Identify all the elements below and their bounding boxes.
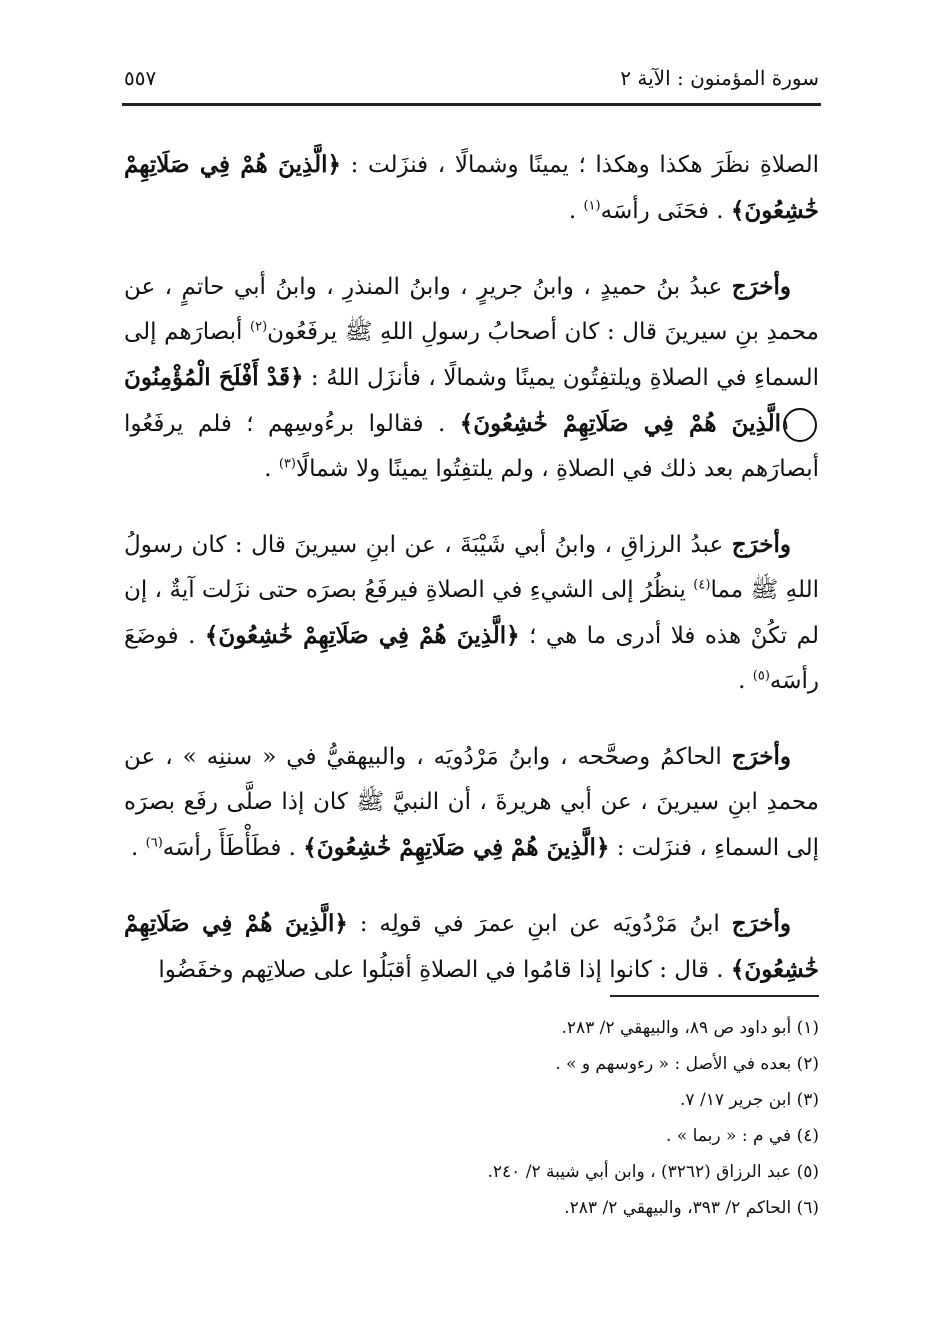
body-text-run: .	[131, 835, 146, 861]
footnote-marker: (١)	[583, 198, 601, 214]
paragraph	[124, 142, 819, 234]
paragraph	[124, 264, 819, 492]
body-text-run: . قال : كانوا إذا قامُوا في الصلاةِ أقبَلُوا على صلاتِهم وخفَضُوا	[158, 957, 731, 983]
narration-lead-word: وأخرَج	[731, 910, 791, 937]
running-title: سورة المؤمنون : الآية ٢	[620, 66, 819, 90]
footnote-3: (٣) ابن جرير ١٧/ ٧.	[680, 1090, 819, 1110]
body-text-run: .	[738, 668, 753, 694]
body-text-run: . فحَنَى رأسَه	[600, 198, 731, 224]
body-text-run: الحاكمُ وصحَّحه ، وابنُ مَرْدُويَه ، والبيهقيُّ في « سننِه » ، عن محمدِ ابنِ سيرينَ ، عن أبي هريرةَ ، أن النبيَّ ﷺ كان إذا صلَّى رفَع بصرَه إلى السماءِ ، فنزَلت :	[124, 744, 819, 861]
footnote-2: (٢) بعده في الأصل : « رءوسهم و » .	[555, 1054, 819, 1074]
body-text-run: . فقالوا برءُوسِهم ؛ فلم يرفَعُوا أبصارَهم بعد ذلك في الصلاةِ ، ولم يلتفِتُوا يمينًا ولا شمالًا	[124, 411, 819, 482]
quran-verse: الَّذِينَ هُمْ فِي صَلَاتِهِمْ خَٰشِعُونَ﴾	[459, 410, 781, 437]
page-number: ٥٥٧	[124, 66, 157, 90]
footnote-4: (٤) في م : « ربما » .	[666, 1126, 819, 1146]
body-text-run: عبدُ بنُ حميدٍ ، وابنُ جريرٍ ، وابنُ المنذرِ ، وابنُ أبي حاتمٍ ، عن محمدِ بنِ سيرينَ قال : كان أصحابُ رسولِ اللهِ ﷺ يرفَعُون	[124, 274, 819, 345]
quran-verse: ﴿الَّذِينَ هُمْ فِي صَلَاتِهِمْ خَٰشِعُونَ﴾	[204, 622, 520, 649]
body-text-run: .	[264, 456, 279, 482]
footnote-5: (٥) عبد الرزاق (٣٢٦٢) ، وابن أبي شيبة ٢/ ٢٤٠.	[487, 1162, 819, 1182]
ayah-number-icon: ١	[783, 408, 817, 442]
body-text-run: عبدُ الرزاقِ ، وابنُ أبي شَيْبَةَ ، عن ابنِ سيرينَ قال : كان رسولُ اللهِ ﷺ مما	[124, 532, 819, 603]
main-text	[124, 142, 819, 1023]
paragraph	[124, 522, 819, 704]
quran-verse: ﴿الَّذِينَ هُمْ فِي صَلَاتِهِمْ خَٰشِعُونَ﴾	[303, 834, 610, 861]
body-text-run: أبصارَهم إلى السماءِ في الصلاةِ ويلتفِتُون يمينًا وشمالًا ، فأنزَل اللهُ :	[124, 319, 819, 391]
footnote-marker: (٦)	[145, 835, 163, 851]
body-text-run: ينظُرُ إلى الشيءِ في الصلاةِ فيرفَعُ بصرَه حتى نزَلت آيةٌ ، إن لم تكُنْ هذه فلا أدرى ما هي ؛	[124, 577, 819, 649]
footnote-1: (١) أبو داود ص ٨٩، والبيهقي ٢/ ٢٨٣.	[561, 1018, 819, 1038]
footnote-marker: (٥)	[752, 668, 770, 684]
footnote-marker: (٣)	[278, 456, 296, 472]
quran-verse: ﴿الَّذِينَ هُمْ فِي صَلَاتِهِمْ خَٰشِعُونَ﴾	[124, 910, 819, 983]
body-text-run: الصلاةِ نظَرَ هكذا وهكذا ؛ يمينًا وشمالًا ، فنزَلت :	[340, 152, 820, 178]
quran-verse: ﴿قَدْ أَفْلَحَ الْمُؤْمِنُونَ	[124, 364, 304, 391]
header-rule	[122, 103, 821, 106]
footnotes	[300, 1010, 819, 1226]
quran-verse: ﴿الَّذِينَ هُمْ فِي صَلَاتِهِمْ خَٰشِعُونَ﴾	[124, 151, 819, 224]
page-header	[124, 58, 819, 98]
body-text-run: ابنُ مَرْدُويَه عن ابنِ عمرَ في قولِه :	[347, 911, 732, 937]
narration-lead-word: وأخرَج	[731, 743, 791, 770]
footnote-marker: (٢)	[250, 319, 268, 335]
narration-lead-word: وأخرَج	[731, 531, 791, 558]
body-text-run: . فطَأْطَأَ رأسَه	[162, 835, 304, 861]
body-text-run: .	[568, 198, 584, 224]
paragraph	[124, 734, 819, 871]
footnote-rule	[610, 995, 819, 997]
narration-lead-word: وأخرَج	[731, 273, 791, 300]
body-text-run: . فوضَعَ رأسَه	[124, 623, 819, 694]
footnote-marker: (٤)	[693, 577, 711, 593]
paragraph	[124, 901, 819, 993]
footnote-6: (٦) الحاكم ٢/ ٣٩٣، والبيهقي ٢/ ٢٨٣.	[564, 1198, 819, 1218]
